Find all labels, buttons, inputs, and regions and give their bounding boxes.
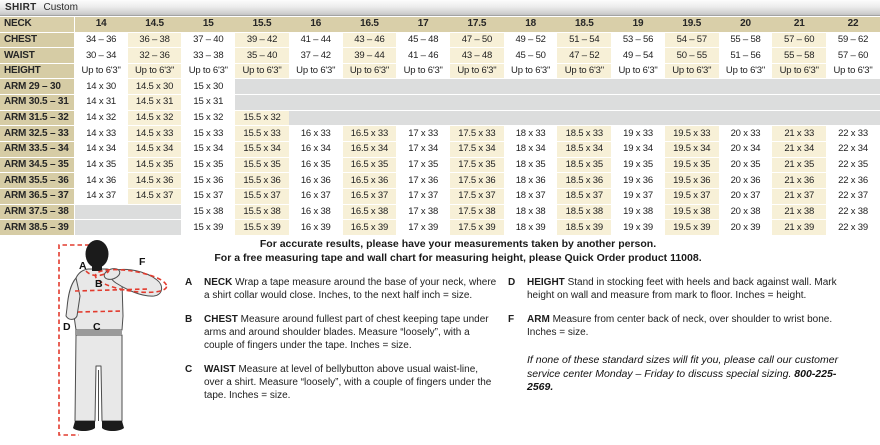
figure-label-height: D (63, 321, 71, 333)
size-cell (772, 95, 826, 111)
size-cell (343, 95, 397, 111)
size-cell: 19 x 37 (611, 188, 665, 204)
row-label: CHEST (0, 32, 74, 48)
size-cell: Up to 6'3" (450, 63, 504, 79)
size-cell: 14.5 x 32 (128, 110, 182, 126)
figure-right-shoe (102, 421, 124, 431)
row-label: ARM 29 – 30 (0, 79, 74, 95)
instruction-item-waist (185, 363, 497, 402)
size-cell: 18.5 x 38 (557, 204, 611, 220)
table-row (0, 110, 880, 126)
size-cell: 59 – 62 (826, 32, 880, 48)
table-row (0, 32, 880, 48)
size-cell (611, 79, 665, 95)
neck-size-header: 17 (396, 17, 450, 32)
size-cell (826, 79, 880, 95)
size-cell: 35 – 40 (235, 48, 289, 64)
size-cell: 54 – 57 (665, 32, 719, 48)
instruction-text: NECK Wrap a tape measure around the base of your neck, where a shirt collar would close. Inches, to the next half inch = size. (204, 277, 497, 301)
size-cell: 19.5 x 38 (665, 204, 719, 220)
size-cell (74, 204, 128, 220)
size-cell: Up to 6'3" (611, 63, 665, 79)
size-cell (289, 110, 343, 126)
size-cell: 16.5 x 36 (343, 173, 397, 189)
size-cell: 39 – 42 (235, 32, 289, 48)
size-cell: 17.5 x 34 (450, 142, 504, 158)
size-cell: Up to 6'3" (719, 63, 773, 79)
size-cell: 22 x 34 (826, 142, 880, 158)
size-cell: 15.5 x 35 (235, 157, 289, 173)
size-cell: 17 x 39 (396, 220, 450, 236)
row-label: ARM 37.5 – 38 (0, 204, 74, 220)
size-cell: 17 x 33 (396, 126, 450, 142)
size-cell: 15 x 35 (181, 157, 235, 173)
size-cell: 16.5 x 38 (343, 204, 397, 220)
size-cell: 19.5 x 36 (665, 173, 719, 189)
intro-line-1: For accurate results, please have your measurements taken by another person. (259, 238, 657, 250)
neck-size-header: 18.5 (557, 17, 611, 32)
row-label: ARM 35.5 – 36 (0, 173, 74, 189)
size-cell: 18.5 x 37 (557, 188, 611, 204)
neck-size-header: 20 (719, 17, 773, 32)
size-cell: 14.5 x 36 (128, 173, 182, 189)
row-label: ARM 36.5 – 37 (0, 188, 74, 204)
size-cell: 21 x 34 (772, 142, 826, 158)
size-cell: 16.5 x 35 (343, 157, 397, 173)
size-cell: 19 x 33 (611, 126, 665, 142)
size-cell: 18 x 33 (504, 126, 558, 142)
size-cell (235, 95, 289, 111)
neck-size-header: 21 (772, 17, 826, 32)
size-cell: 18 x 37 (504, 188, 558, 204)
size-cell (665, 95, 719, 111)
size-cell: 43 – 46 (343, 32, 397, 48)
size-cell: 55 – 58 (719, 32, 773, 48)
size-cell: 16 x 34 (289, 142, 343, 158)
row-label: HEIGHT (0, 63, 74, 79)
size-cell: 51 – 56 (719, 48, 773, 64)
size-cell (611, 110, 665, 126)
instruction-item-height (508, 276, 860, 302)
size-cell: 34 – 36 (74, 32, 128, 48)
size-cell: 18.5 x 36 (557, 173, 611, 189)
row-label: WAIST (0, 48, 74, 64)
neck-size-header: 22 (826, 17, 880, 32)
size-cell: 17 x 38 (396, 204, 450, 220)
size-cell: Up to 6'3" (343, 63, 397, 79)
size-cell: 17 x 35 (396, 157, 450, 173)
size-cell: 17 x 37 (396, 188, 450, 204)
size-cell: 18 x 38 (504, 204, 558, 220)
intro-text (180, 238, 736, 265)
size-cell (343, 110, 397, 126)
size-cell: Up to 6'3" (74, 63, 128, 79)
size-cell: 15 x 39 (181, 220, 235, 236)
size-cell: 20 x 33 (719, 126, 773, 142)
size-cell: 45 – 50 (504, 48, 558, 64)
size-cell (557, 79, 611, 95)
size-cell: 16 x 38 (289, 204, 343, 220)
size-cell: 16 x 36 (289, 173, 343, 189)
instruction-text: CHEST Measure around fullest part of chest keeping tape under arms and around shoulder blades. Measure “loosely”, with a couple of fingers under the tape. Inches = size. (204, 314, 489, 351)
instruction-text: HEIGHT Stand in stocking feet with heels and back against wall. Mark height on wall and measure from mark to floor. Inches = height. (527, 277, 837, 301)
neck-size-header: 14 (74, 17, 128, 32)
size-cell: 15 x 38 (181, 204, 235, 220)
row-label: ARM 34.5 – 35 (0, 157, 74, 173)
size-cell: 41 – 46 (396, 48, 450, 64)
instruction-text: WAIST Measure at level of bellybutton above usual waist-line, over a shirt. Measure “loosely”, with a couple of fingers under the tape. Inches = size. (204, 364, 492, 401)
size-cell (235, 79, 289, 95)
size-cell: 17.5 x 35 (450, 157, 504, 173)
size-cell (289, 79, 343, 95)
size-cell: 18 x 34 (504, 142, 558, 158)
size-cell: 30 – 34 (74, 48, 128, 64)
figure-neck (92, 263, 102, 271)
row-label: ARM 38.5 – 39 (0, 220, 74, 236)
size-cell: 18.5 x 35 (557, 157, 611, 173)
table-row (0, 157, 880, 173)
size-cell: 43 – 48 (450, 48, 504, 64)
size-cell: 17.5 x 38 (450, 204, 504, 220)
row-label: ARM 30.5 – 31 (0, 95, 74, 111)
size-cell (128, 204, 182, 220)
size-cell: 20 x 35 (719, 157, 773, 173)
size-cell (396, 95, 450, 111)
table-row (0, 48, 880, 64)
special-note-text: If none of these standard sizes will fit you, please call our customer service center Monday – Friday to discuss special sizing. (527, 354, 839, 380)
instruction-letter: C (185, 364, 193, 375)
size-cell: 21 x 33 (772, 126, 826, 142)
size-cell: 22 x 33 (826, 126, 880, 142)
neck-size-header: 19 (611, 17, 665, 32)
size-cell: Up to 6'3" (665, 63, 719, 79)
size-cell (450, 95, 504, 111)
size-cell: Up to 6'3" (504, 63, 558, 79)
size-cell: Up to 6'3" (826, 63, 880, 79)
size-cell: 19.5 x 39 (665, 220, 719, 236)
size-cell: 14 x 35 (74, 157, 128, 173)
size-cell: 17 x 36 (396, 173, 450, 189)
instructions-right-column (508, 276, 860, 413)
size-cell: 22 x 37 (826, 188, 880, 204)
table-title-bar (0, 0, 880, 16)
table-row (0, 95, 880, 111)
size-cell: 51 – 54 (557, 32, 611, 48)
instruction-item-arm (508, 313, 860, 339)
size-cell: 20 x 37 (719, 188, 773, 204)
size-cell: Up to 6'3" (557, 63, 611, 79)
size-cell: 21 x 37 (772, 188, 826, 204)
size-cell: 16 x 37 (289, 188, 343, 204)
size-cell: 14 x 36 (74, 173, 128, 189)
size-cell: 16.5 x 37 (343, 188, 397, 204)
table-row (0, 63, 880, 79)
size-cell: 14.5 x 37 (128, 188, 182, 204)
size-cell: Up to 6'3" (396, 63, 450, 79)
size-cell (557, 110, 611, 126)
size-cell: 19.5 x 33 (665, 126, 719, 142)
size-cell: 32 – 36 (128, 48, 182, 64)
size-cell (504, 110, 558, 126)
size-cell (719, 95, 773, 111)
size-cell: 50 – 55 (665, 48, 719, 64)
size-cell: Up to 6'3" (128, 63, 182, 79)
size-cell: 15 x 36 (181, 173, 235, 189)
size-cell: 47 – 52 (557, 48, 611, 64)
size-cell: 22 x 35 (826, 157, 880, 173)
size-cell: 18.5 x 34 (557, 142, 611, 158)
size-cell: 17.5 x 33 (450, 126, 504, 142)
size-cell: 19 x 39 (611, 220, 665, 236)
instruction-text: ARM Measure from center back of neck, over shoulder to wrist bone. Inches = size. (527, 314, 833, 338)
size-cell (772, 79, 826, 95)
neck-size-header: 14.5 (128, 17, 182, 32)
shirt-size-table (0, 17, 880, 236)
instruction-columns (185, 276, 860, 413)
size-cell: 15.5 x 33 (235, 126, 289, 142)
size-cell (826, 95, 880, 111)
size-cell: 19.5 x 37 (665, 188, 719, 204)
size-cell: 15 x 37 (181, 188, 235, 204)
size-cell (665, 79, 719, 95)
instruction-letter: B (185, 314, 193, 325)
table-row (0, 173, 880, 189)
size-cell: 15.5 x 34 (235, 142, 289, 158)
size-cell: 15 x 30 (181, 79, 235, 95)
measurement-figure-diagram (0, 238, 180, 443)
size-cell: 14 x 31 (74, 95, 128, 111)
size-cell: 14 x 32 (74, 110, 128, 126)
size-cell: 15.5 x 36 (235, 173, 289, 189)
size-cell: 14 x 37 (74, 188, 128, 204)
size-cell: Up to 6'3" (235, 63, 289, 79)
size-cell: 18 x 39 (504, 220, 558, 236)
size-cell: 14.5 x 30 (128, 79, 182, 95)
table-subtitle: Custom (43, 2, 78, 13)
size-cell (772, 110, 826, 126)
figure-label-arm: F (139, 256, 146, 268)
size-cell: 16 x 33 (289, 126, 343, 142)
size-cell (719, 110, 773, 126)
neck-size-header: 15.5 (235, 17, 289, 32)
size-cell: 19.5 x 34 (665, 142, 719, 158)
size-cell: 22 x 38 (826, 204, 880, 220)
size-cell: 15 x 32 (181, 110, 235, 126)
row-label: NECK (0, 17, 74, 32)
size-cell: 20 x 38 (719, 204, 773, 220)
size-cell: 15.5 x 38 (235, 204, 289, 220)
size-cell: Up to 6'3" (772, 63, 826, 79)
neck-size-header: 17.5 (450, 17, 504, 32)
size-cell: 20 x 34 (719, 142, 773, 158)
size-cell: 15.5 x 37 (235, 188, 289, 204)
size-cell: 19 x 36 (611, 173, 665, 189)
size-cell (450, 79, 504, 95)
instruction-item-chest (185, 313, 497, 352)
service-phone-number: 800-225-2569. (527, 367, 837, 393)
size-cell: 14.5 x 33 (128, 126, 182, 142)
table-row (0, 79, 880, 95)
size-cell (826, 110, 880, 126)
size-cell: 41 – 44 (289, 32, 343, 48)
size-cell: 15 x 33 (181, 126, 235, 142)
neck-size-header: 16.5 (343, 17, 397, 32)
size-cell: 18.5 x 39 (557, 220, 611, 236)
table-row (0, 220, 880, 236)
size-cell: 33 – 38 (181, 48, 235, 64)
intro-line-2: For a free measuring tape and wall chart for measuring height, please Quick Order product 11008. (214, 251, 702, 264)
size-cell: 16 x 35 (289, 157, 343, 173)
table-row (0, 126, 880, 142)
size-cell (343, 79, 397, 95)
size-cell: 21 x 35 (772, 157, 826, 173)
size-cell: 22 x 39 (826, 220, 880, 236)
size-cell: 49 – 54 (611, 48, 665, 64)
size-cell: 47 – 50 (450, 32, 504, 48)
instructions-left-column (185, 276, 497, 413)
size-cell (504, 95, 558, 111)
size-cell: 16.5 x 33 (343, 126, 397, 142)
size-cell: 22 x 36 (826, 173, 880, 189)
size-cell: 18 x 36 (504, 173, 558, 189)
size-cell: 14.5 x 35 (128, 157, 182, 173)
figure-label-waist: C (93, 321, 101, 333)
size-cell: 19 x 38 (611, 204, 665, 220)
size-cell: 37 – 42 (289, 48, 343, 64)
size-cell: 14 x 34 (74, 142, 128, 158)
size-cell: 15.5 x 32 (235, 110, 289, 126)
size-header-row (0, 17, 880, 32)
size-cell: 57 – 60 (772, 32, 826, 48)
table-row (0, 204, 880, 220)
size-cell (128, 220, 182, 236)
size-cell: 17.5 x 37 (450, 188, 504, 204)
size-cell: 14 x 33 (74, 126, 128, 142)
size-cell: 15 x 34 (181, 142, 235, 158)
size-cell: 16.5 x 39 (343, 220, 397, 236)
size-cell (289, 95, 343, 111)
size-cell: 19 x 35 (611, 157, 665, 173)
size-cell: 55 – 58 (772, 48, 826, 64)
neck-size-header: 16 (289, 17, 343, 32)
size-cell: 21 x 39 (772, 220, 826, 236)
size-cell: 20 x 36 (719, 173, 773, 189)
neck-size-header: 15 (181, 17, 235, 32)
instruction-letter: F (508, 314, 515, 325)
size-cell: 17.5 x 36 (450, 173, 504, 189)
size-cell (719, 79, 773, 95)
size-cell: 57 – 60 (826, 48, 880, 64)
size-cell (665, 110, 719, 126)
size-cell (396, 79, 450, 95)
size-cell (611, 95, 665, 111)
instruction-letter: D (508, 277, 516, 288)
size-cell: 20 x 39 (719, 220, 773, 236)
size-cell: 14 x 30 (74, 79, 128, 95)
size-cell: 15 x 31 (181, 95, 235, 111)
size-cell (504, 79, 558, 95)
neck-size-header: 19.5 (665, 17, 719, 32)
size-cell: 45 – 48 (396, 32, 450, 48)
size-cell: 39 – 44 (343, 48, 397, 64)
size-cell (557, 95, 611, 111)
size-cell: 21 x 36 (772, 173, 826, 189)
size-cell: 18 x 35 (504, 157, 558, 173)
figure-left-shoe (73, 421, 95, 431)
size-cell (396, 110, 450, 126)
row-label: ARM 32.5 – 33 (0, 126, 74, 142)
size-cell: 21 x 38 (772, 204, 826, 220)
size-cell: 37 – 40 (181, 32, 235, 48)
size-cell: 17 x 34 (396, 142, 450, 158)
size-cell: 19.5 x 35 (665, 157, 719, 173)
figure-label-chest: B (95, 278, 103, 290)
size-cell: 15.5 x 39 (235, 220, 289, 236)
size-cell (450, 110, 504, 126)
size-cell: 14.5 x 31 (128, 95, 182, 111)
size-cell: 14.5 x 34 (128, 142, 182, 158)
size-cell: Up to 6'3" (181, 63, 235, 79)
size-cell: 19 x 34 (611, 142, 665, 158)
size-cell: 36 – 38 (128, 32, 182, 48)
row-label: ARM 31.5 – 32 (0, 110, 74, 126)
instruction-item-neck (185, 276, 497, 302)
row-label: ARM 33.5 – 34 (0, 142, 74, 158)
size-cell: 18.5 x 33 (557, 126, 611, 142)
size-cell: 16.5 x 34 (343, 142, 397, 158)
table-row (0, 188, 880, 204)
special-sizing-note (527, 354, 845, 395)
size-cell: 53 – 56 (611, 32, 665, 48)
size-cell: Up to 6'3" (289, 63, 343, 79)
table-row (0, 142, 880, 158)
instruction-letter: A (185, 277, 193, 288)
size-cell (74, 220, 128, 236)
size-cell: 16 x 39 (289, 220, 343, 236)
table-title: SHIRT (5, 2, 37, 13)
figure-label-neck: A (79, 260, 87, 272)
neck-size-header: 18 (504, 17, 558, 32)
measuring-instructions-section (0, 236, 880, 445)
size-cell: 17.5 x 39 (450, 220, 504, 236)
size-cell: 49 – 52 (504, 32, 558, 48)
